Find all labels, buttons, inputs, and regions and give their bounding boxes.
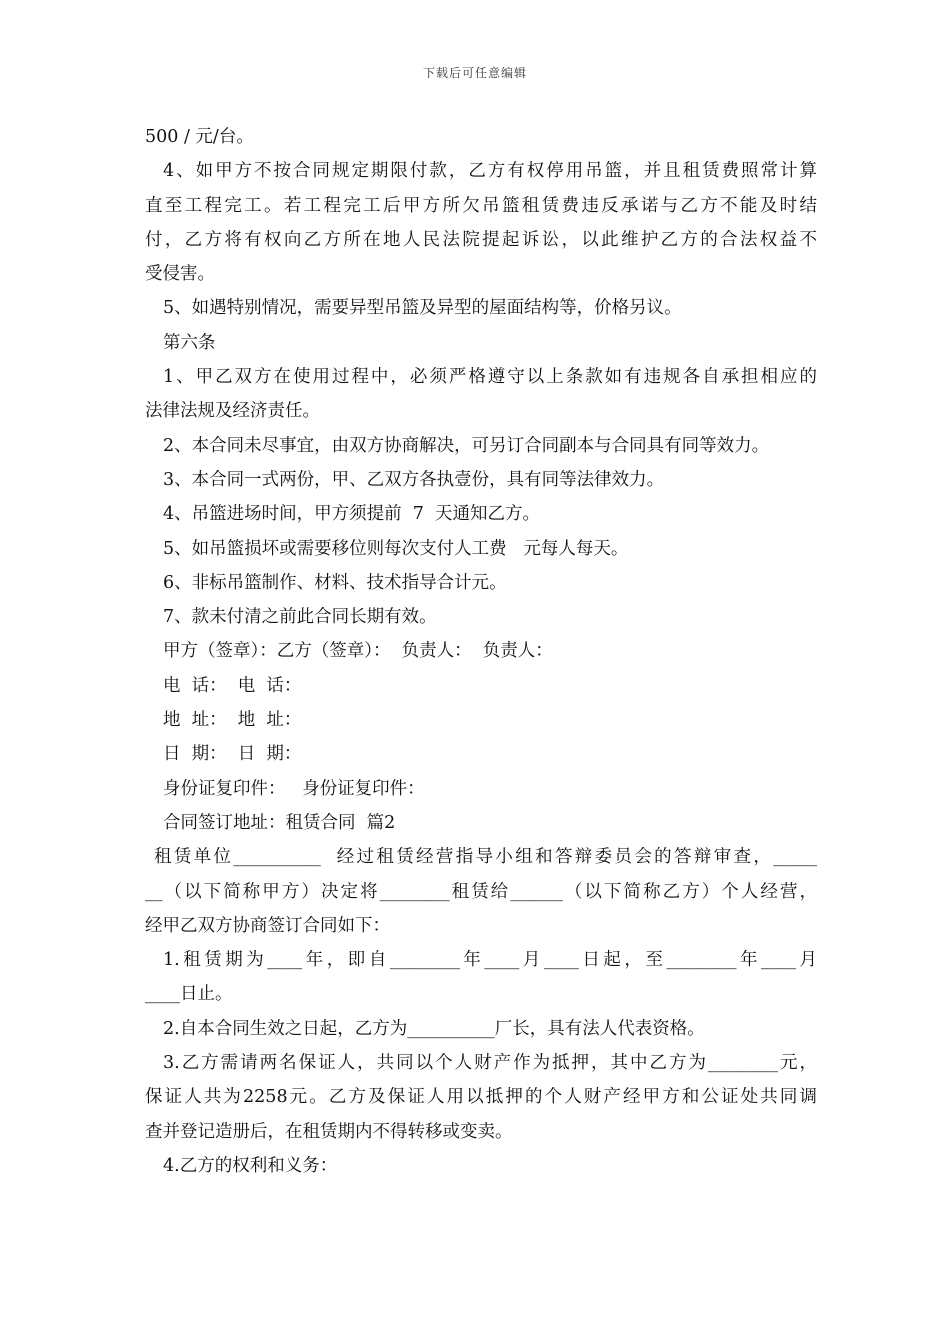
- page-header: 下载后可任意编辑: [422, 66, 527, 80]
- text-line: 6、非标吊篮制作、材料、技术指导合计元。: [163, 572, 507, 593]
- text-line: 受侵害。: [145, 264, 215, 285]
- contract-address-line: 合同签订地址：租赁合同 篇2: [163, 812, 396, 833]
- text-line: ____日止。: [145, 984, 233, 1005]
- text-line: 5、如吊篮损坏或需要移位则每次支付人工费 元每人每天。: [163, 538, 629, 559]
- text-line: 500 / 元/台。: [145, 127, 254, 147]
- text-line: 3、本合同一式两份，甲、乙双方各执壹份，具有同等法律效力。: [163, 469, 665, 490]
- address-line: 地 址： 地 址：: [163, 710, 302, 731]
- text-line: 2.自本合同生效之日起，乙方为__________厂长，具有法人代表资格。: [163, 1018, 705, 1039]
- document-body: [145, 120, 817, 1183]
- signature-line: 甲方（签章）：乙方（签章）： 负责人： 负责人：: [163, 641, 553, 662]
- text-line: 经甲乙双方协商签订合同如下：: [145, 915, 390, 936]
- text-line: 1.租赁期为____年，即自________年____月____日起，至________年____月: [163, 950, 817, 971]
- id-copy-line: 身份证复印件： 身份证复印件：: [163, 778, 425, 799]
- text-line: 1、甲乙双方在使用过程中，必须严格遵守以上条款如有违规各自承担相应的: [163, 367, 817, 388]
- text-line: 2、本合同未尽事宜，由双方协商解决，可另订合同副本与合同具有同等效力。: [163, 435, 770, 456]
- text-line: 法律法规及经济责任。: [145, 401, 320, 422]
- text-line: 4、吊篮进场时间，甲方须提前 7 天通知乙方。: [163, 504, 541, 525]
- text-line: 5、如遇特别情况，需要异型吊篮及异型的屋面结构等，价格另议。: [163, 298, 682, 319]
- section-heading: 第六条: [163, 332, 216, 353]
- text-line: 租赁单位__________ 经过租赁经营指导小组和答辩委员会的答辩审查，_____: [154, 847, 817, 868]
- text-line: 直至工程完工。若工程完工后甲方所欠吊篮租赁费违反承诺与乙方不能及时结: [145, 195, 817, 216]
- text-line: 4.乙方的权利和义务：: [163, 1155, 338, 1176]
- text-line: 付，乙方将有权向乙方所在地人民法院提起诉讼，以此维护乙方的合法权益不: [145, 229, 817, 250]
- text-line: 7、款未付清之前此合同长期有效。: [163, 607, 437, 628]
- text-line: 保证人共为2258元。乙方及保证人用以抵押的个人财产经甲方和公证处共同调: [145, 1087, 817, 1108]
- date-line: 日 期： 日 期：: [163, 744, 302, 765]
- text-line: 3.乙方需请两名保证人，共同以个人财产作为抵押，其中乙方为________元，: [163, 1053, 817, 1074]
- text-line: 查并登记造册后，在租赁期内不得转移或变卖。: [145, 1121, 513, 1142]
- phone-line: 电 话： 电 话：: [163, 675, 302, 696]
- text-line: 4、如甲方不按合同规定期限付款，乙方有权停用吊篮，并且租赁费照常计算: [163, 161, 817, 182]
- text-line: __（以下简称甲方）决定将________租赁给______（以下简称乙方）个人经营，: [145, 881, 817, 902]
